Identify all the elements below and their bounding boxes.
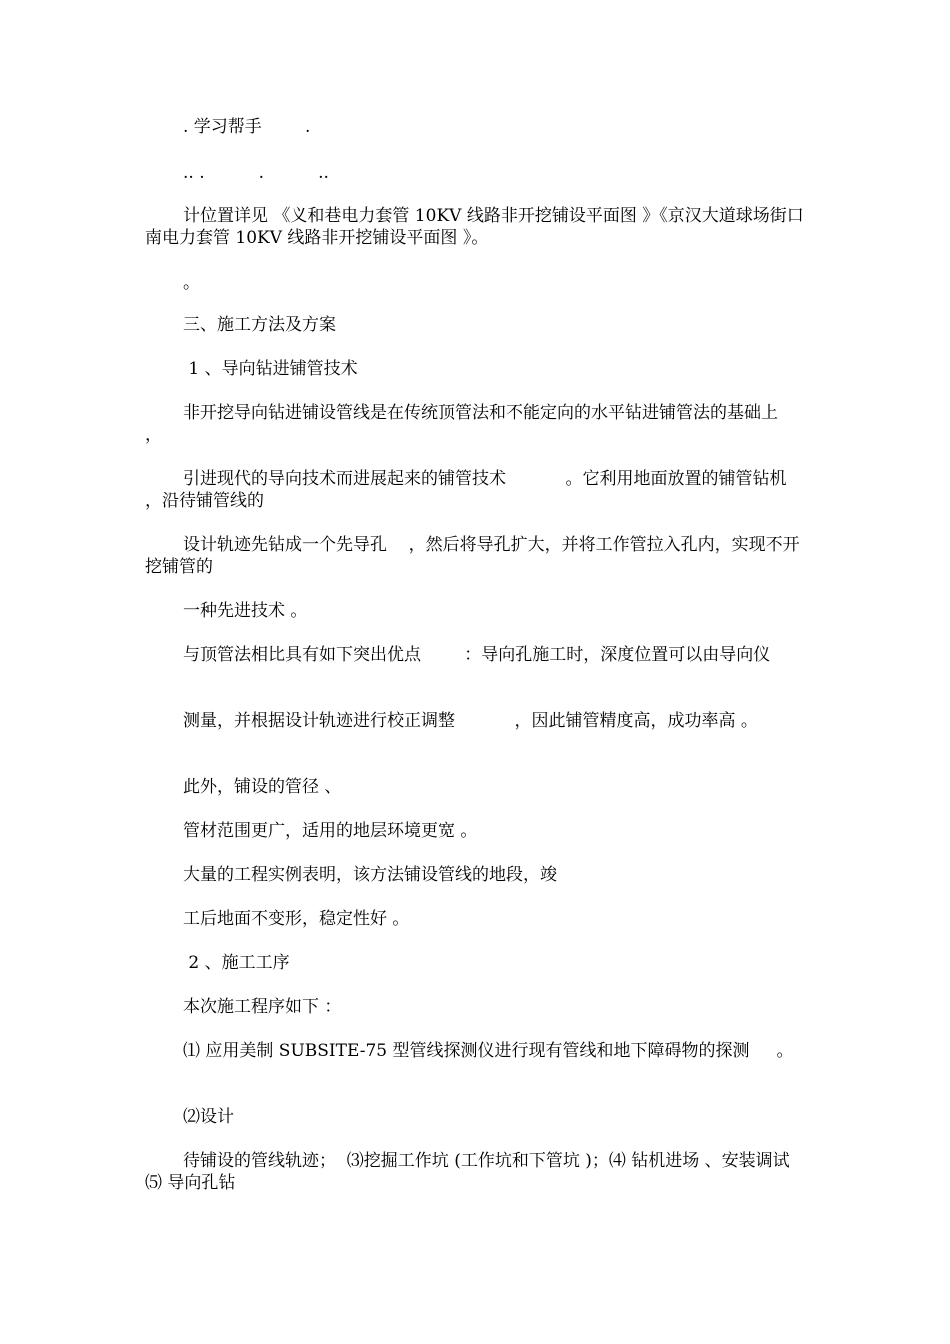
section-3-heading: 三、施工方法及方案 <box>183 315 336 335</box>
steps-3-5: 待铺设的管线轨迹； ⑶挖掘工作坑 (工作坑和下管坑 )；⑷ 钻机进场 、安装调试 ⑸ 导向孔钻 <box>145 1151 844 1193</box>
subsection-1-heading: 1 、导向钻进铺管技术 <box>183 359 358 379</box>
stray-period: 。 <box>183 273 200 293</box>
header-line-2: .. . . .. <box>183 163 329 183</box>
body-paragraph-7: 此外，铺设的管径 、 <box>183 777 342 797</box>
body-paragraph-8: 管材范围更广，适用的地层环境更宽 。 <box>183 821 478 841</box>
body-paragraph-2: 引进现代的导向技术而进展起来的铺管技术 。它利用地面放置的铺管钻机 ，沿待铺管线的 <box>145 469 841 511</box>
body-paragraph-9: 大量的工程实例表明，该方法铺设管线的地段，竣 <box>183 865 557 885</box>
body-paragraph-10: 工后地面不变形，稳定性好 。 <box>183 909 410 929</box>
step-1: ⑴ 应用美制 SUBSITE-75 型管线探测仪进行现有管线和地下障碍物的探测 。 <box>183 1041 794 1061</box>
subsection-2-heading: 2 、施工工序 <box>183 953 290 973</box>
body-paragraph-1: 非开挖导向钻进铺设管线是在传统顶管法和不能定向的水平钻进铺管法的基础上 ， <box>145 403 838 445</box>
step-2: ⑵设计 <box>183 1107 234 1127</box>
body-paragraph-5: 与顶管法相比具有如下突出优点 ：导向孔施工时，深度位置可以由导向仪 <box>183 645 771 665</box>
body-paragraph-6: 测量，并根据设计轨迹进行校正调整 ，因此铺管精度高，成功率高 。 <box>183 711 758 731</box>
location-note: 计位置详见 《义和巷电力套管 10KV 线路非开挖铺设平面图 》《京汉大道球场街口南电力套管 10KV 线路非开挖铺设平面图 》。 <box>145 206 804 248</box>
body-paragraph-11: 本次施工程序如下 ： <box>183 997 342 1017</box>
header-line-1: . 学习帮手 . <box>183 117 311 137</box>
body-paragraph-3: 设计轨迹先钻成一个先导孔 ，然后将导孔扩大，并将工作管拉入孔内，实现不开挖铺管的 <box>145 535 800 577</box>
body-paragraph-4: 一种先进技术 。 <box>183 601 308 621</box>
